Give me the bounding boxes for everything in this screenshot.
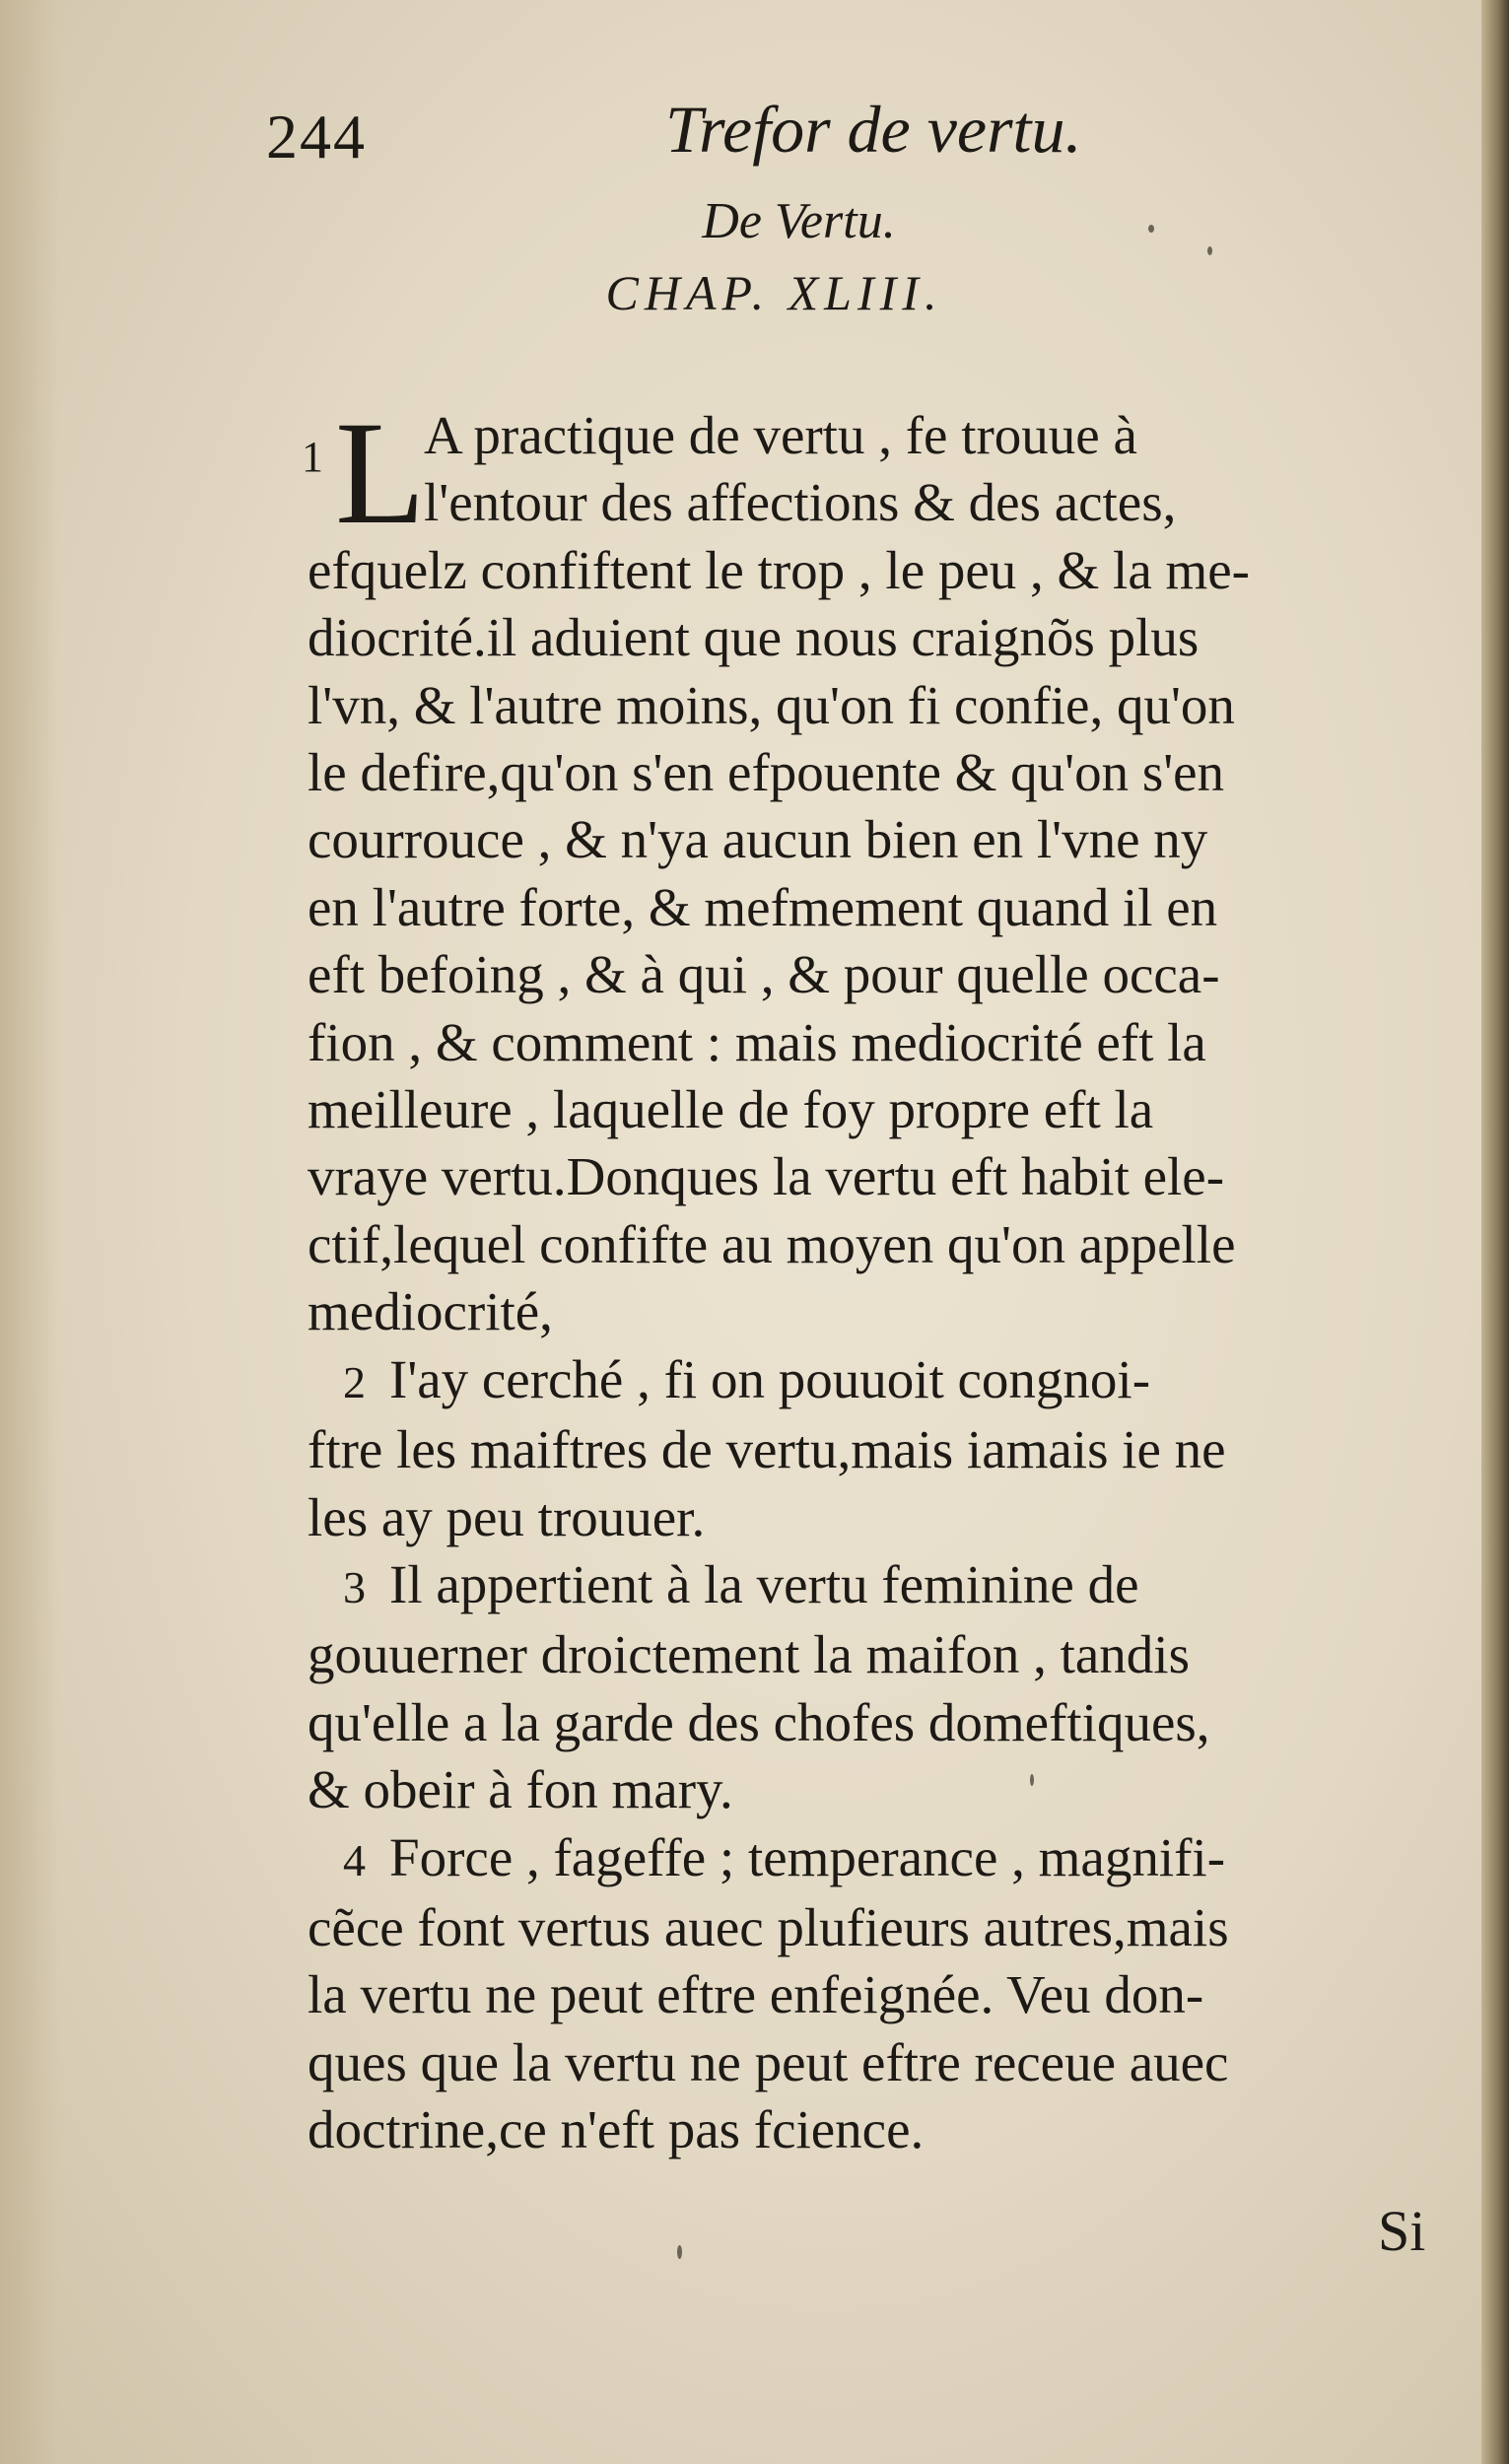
paragraph-1 — [302, 391, 1411, 1346]
ink-speck — [677, 2245, 682, 2259]
ink-speck — [1030, 1774, 1034, 1786]
verse-number: 3 — [343, 1561, 366, 1612]
text-line-content: Il appertient à la vertu feminine de — [389, 1553, 1139, 1614]
page-edge-shadow — [0, 0, 59, 2464]
text-line — [308, 1346, 1411, 1416]
text-line: ques que la vertu ne peut eftre receue auec — [308, 2031, 1229, 2092]
text-line: l'entour des affections & des actes, — [424, 472, 1177, 533]
ink-speck — [1148, 225, 1154, 233]
text-line: qu'elle a la garde des chofes domeftiques, — [308, 1691, 1210, 1752]
paragraph-4 — [308, 1824, 1411, 2164]
chapter-number: CHAP. XLIII. — [605, 265, 943, 320]
text-line — [308, 1824, 1411, 1894]
text-line: diocrité.il aduient que nous craignõs plus — [308, 607, 1200, 668]
text-line: & obeir à fon mary. — [308, 1759, 733, 1820]
text-line: cẽce font vertus auec plufieurs autres,mais — [308, 1896, 1229, 1957]
text-line: meilleure , laquelle de foy propre eft la — [308, 1079, 1154, 1140]
ink-speck — [1207, 246, 1212, 255]
text-line: courrouce , & n'ya aucun bien en l'vne ny — [308, 809, 1208, 870]
chapter-title: De Vertu. — [702, 193, 896, 249]
text-line: eft befoing , & à qui , & pour quelle occa- — [308, 944, 1220, 1005]
text-line: efquelz confiftent le trop , le peu , & la me- — [308, 539, 1251, 600]
text-line: ftre les maiftres de vertu,mais iamais ie ne — [308, 1419, 1226, 1480]
book-gutter — [1481, 0, 1509, 2464]
page-number: 244 — [266, 102, 367, 171]
page-header — [266, 91, 1350, 179]
text-line: A practique de vertu , fe trouue à — [424, 405, 1137, 465]
text-line: ctif,lequel confifte au moyen qu'on appelle — [308, 1213, 1236, 1274]
text-line-content: Force , fageffe ; temperance , magnifi- — [389, 1826, 1226, 1887]
text-line: vraye vertu.Donques la vertu eft habit ele- — [308, 1146, 1225, 1207]
body-text — [302, 391, 1411, 2164]
text-line: l'vn, & l'autre moins, qu'on fi confie, qu'on — [308, 674, 1235, 735]
paragraph-2 — [308, 1346, 1411, 1551]
running-title: Trefor de vertu. — [665, 92, 1082, 167]
text-line-content: I'ay cerché , fi on pouuoit congnoi- — [389, 1348, 1151, 1409]
verse-number: 1 — [302, 433, 323, 481]
verse-number: 4 — [343, 1834, 366, 1885]
text-line: doctrine,ce n'eft pas fcience. — [308, 2099, 925, 2160]
text-line — [308, 1551, 1411, 1621]
text-line: en l'autre forte, & mefmement quand il en — [308, 876, 1218, 937]
drop-cap: L — [335, 391, 426, 555]
text-line: fion , & comment : mais mediocrité eft la — [308, 1011, 1206, 1072]
catchword: Si — [1378, 2199, 1426, 2263]
paragraph-3 — [308, 1551, 1411, 1824]
text-line: mediocrité, — [308, 1281, 553, 1342]
verse-number: 2 — [343, 1356, 366, 1407]
text-line: gouuerner droictement la maifon , tandis — [308, 1624, 1190, 1685]
text-line: les ay peu trouuer. — [308, 1486, 706, 1547]
text-line: la vertu ne peut eftre enfeignée. Veu don- — [308, 1964, 1204, 2025]
text-line: le defire,qu'on s'en efpouente & qu'on s'en — [308, 742, 1225, 803]
